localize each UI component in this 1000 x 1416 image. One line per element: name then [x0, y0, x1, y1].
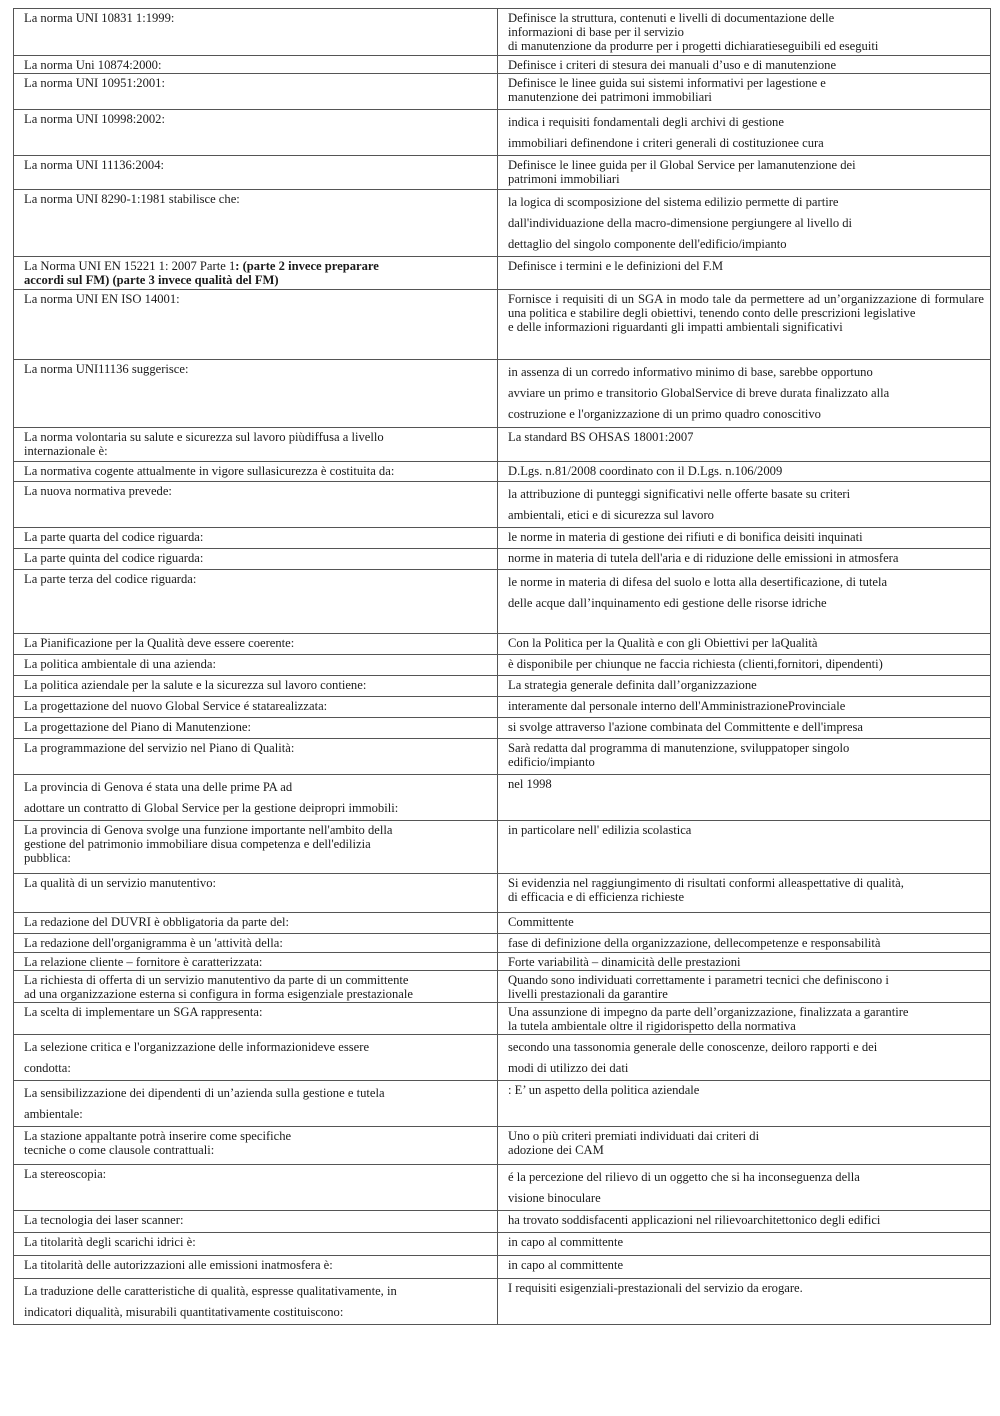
- table-row: [14, 462, 991, 482]
- question-cell: [14, 1003, 498, 1035]
- cell-text-line: secondo una tassonomia generale delle conoscenze, deiloro rapporti e dei: [508, 1040, 878, 1054]
- table-row: [14, 9, 991, 56]
- question-cell: [14, 874, 498, 913]
- cell-text-line: condotta:: [24, 1061, 71, 1075]
- cell-text-line: é la percezione del rilievo di un oggetto che si ha inconseguenza della: [508, 1170, 860, 1184]
- cell-text-line: I requisiti esigenziali-prestazionali del servizio da erogare.: [508, 1281, 803, 1295]
- answer-cell: [498, 290, 991, 360]
- cell-text-line: La norma UNI 11136:2004:: [24, 158, 165, 172]
- answer-cell: [498, 156, 991, 190]
- answer-cell: [498, 462, 991, 482]
- cell-text-line: La provincia di Genova é stata una delle prime PA ad: [24, 780, 293, 794]
- cell-text-line: La strategia generale definita dall’organizzazione: [508, 678, 757, 692]
- question-cell: [14, 934, 498, 953]
- cell-text-line: La provincia di Genova svolge una funzione importante nell'ambito della: [24, 823, 393, 837]
- answer-cell: [498, 739, 991, 775]
- answer-cell: [498, 1165, 991, 1211]
- table-row: [14, 110, 991, 156]
- cell-text-line: ambientale:: [24, 1107, 83, 1121]
- table-row: [14, 1081, 991, 1127]
- cell-text-line: interamente dal personale interno dell'AmministrazioneProvinciale: [508, 699, 846, 713]
- table-row: [14, 874, 991, 913]
- cell-text-line: Definisce la struttura, contenuti e livelli di documentazione delle: [508, 11, 835, 25]
- question-cell: [14, 1233, 498, 1256]
- cell-text-line: dettaglio del singolo componente dell'edificio/impianto: [508, 237, 787, 251]
- cell-text-line: delle acque dall’inquinamento edi gestione delle risorse idriche: [508, 596, 827, 610]
- cell-text-line: gestione del patrimonio immobiliare disua competenza e dell'edilizia: [24, 837, 371, 851]
- cell-text-line: La programmazione del servizio nel Piano di Qualità:: [24, 741, 295, 755]
- question-cell: [14, 56, 498, 74]
- cell-text-line: La progettazione del nuovo Global Service é statarealizzata:: [24, 699, 328, 713]
- cell-text-line: indicatori diqualità, misurabili quantitativamente costituiscono:: [24, 1305, 344, 1319]
- table-row: [14, 1035, 991, 1081]
- cell-text-line: in particolare nell' edilizia scolastica: [508, 823, 692, 837]
- cell-text-line: La titolarità delle autorizzazioni alle emissioni inatmosfera è:: [24, 1258, 333, 1272]
- cell-text-line: la tutela ambientale oltre il rigidorispetto della normativa: [508, 1019, 796, 1033]
- question-cell: [14, 528, 498, 549]
- cell-text-line: e delle informazioni riguardanti gli impatti ambientali significativi: [508, 320, 843, 334]
- cell-text-line: ambientali, etici e di sicurezza sul lavoro: [508, 508, 714, 522]
- question-cell: [14, 549, 498, 570]
- table-row: [14, 428, 991, 462]
- cell-text-line: La qualità di un servizio manutentivo:: [24, 876, 217, 890]
- cell-text-line: la attribuzione di punteggi significativi nelle offerte basate su criteri: [508, 487, 851, 501]
- table-row: [14, 1256, 991, 1279]
- cell-text-line: Definisce i termini e le definizioni del F.M: [508, 259, 724, 273]
- table-row: [14, 482, 991, 528]
- cell-text-line: Sarà redatta dal programma di manutenzione, sviluppatoper singolo: [508, 741, 850, 755]
- table-row: [14, 56, 991, 74]
- cell-text-line: Definisce i criteri di stesura dei manuali d’uso e di manutenzione: [508, 58, 837, 72]
- cell-text-line: La sensibilizzazione dei dipendenti di un’azienda sulla gestione e tutela: [24, 1086, 385, 1100]
- question-cell: [14, 634, 498, 655]
- norm-note-bold: : (parte 2 invece preparare: [235, 259, 379, 273]
- answer-cell: [498, 360, 991, 428]
- question-cell: [14, 1081, 498, 1127]
- table-row: [14, 821, 991, 874]
- question-cell: [14, 290, 498, 360]
- cell-text-line: informazioni di base per il servizio: [508, 25, 684, 39]
- table-row: [14, 971, 991, 1003]
- definitions-table-body: [14, 9, 991, 1325]
- answer-cell: [498, 1256, 991, 1279]
- question-cell: [14, 913, 498, 934]
- answer-cell: [498, 74, 991, 110]
- cell-text-line: tecniche o come clausole contrattuali:: [24, 1143, 215, 1157]
- question-cell: [14, 428, 498, 462]
- cell-text-line: Quando sono individuati correttamente i parametri tecnici che definiscono i: [508, 973, 889, 987]
- question-cell: [14, 9, 498, 56]
- table-row: [14, 697, 991, 718]
- question-cell: [14, 655, 498, 676]
- cell-text-line: di efficacia e di efficienza richieste: [508, 890, 685, 904]
- question-cell: [14, 156, 498, 190]
- question-cell: [14, 110, 498, 156]
- table-row: [14, 257, 991, 290]
- cell-text-line: edificio/impianto: [508, 755, 595, 769]
- cell-text-line: dall'individuazione della macro-dimensione pergiungere al livello di: [508, 216, 853, 230]
- answer-cell: [498, 1035, 991, 1081]
- cell-text-line: La standard BS OHSAS 18001:2007: [508, 430, 694, 444]
- cell-text-line: [24, 273, 491, 287]
- question-cell: [14, 570, 498, 634]
- cell-text-line: in capo al committente: [508, 1258, 624, 1272]
- cell-text-line: La progettazione del Piano di Manutenzione:: [24, 720, 251, 734]
- cell-text-line: La nuova normativa prevede:: [24, 484, 172, 498]
- cell-text-line: ha trovato soddisfacenti applicazioni nel rilievoarchitettonico degli edifici: [508, 1213, 881, 1227]
- cell-text-line: La relazione cliente – fornitore è caratterizzata:: [24, 955, 263, 969]
- cell-text-line: modi di utilizzo dei dati: [508, 1061, 629, 1075]
- answer-cell: [498, 56, 991, 74]
- cell-text-line: La richiesta di offerta di un servizio manutentivo da parte di un committente: [24, 973, 409, 987]
- table-row: [14, 360, 991, 428]
- cell-text-line: La politica aziendale per la salute e la sicurezza sul lavoro contiene:: [24, 678, 367, 692]
- question-cell: [14, 257, 498, 290]
- table-row: [14, 190, 991, 257]
- question-cell: [14, 1165, 498, 1211]
- cell-text-line: La parte terza del codice riguarda:: [24, 572, 197, 586]
- cell-text-line: La norma Uni 10874:2000:: [24, 58, 162, 72]
- answer-cell: [498, 913, 991, 934]
- table-row: [14, 934, 991, 953]
- cell-text-line: Definisce le linee guida sui sistemi informativi per lagestione e: [508, 76, 826, 90]
- cell-text-line: le norme in materia di gestione dei rifiuti e di bonifica deisiti inquinati: [508, 530, 863, 544]
- cell-text-line: Con la Politica per la Qualità e con gli Obiettivi per laQualità: [508, 636, 818, 650]
- answer-cell: [498, 821, 991, 874]
- question-cell: [14, 462, 498, 482]
- answer-cell: [498, 874, 991, 913]
- cell-text-line: Committente: [508, 915, 574, 929]
- cell-text-line: adozione dei CAM: [508, 1143, 604, 1157]
- cell-text-line: D.Lgs. n.81/2008 coordinato con il D.Lgs. n.106/2009: [508, 464, 783, 478]
- question-cell: [14, 1127, 498, 1165]
- cell-text-line: La normativa cogente attualmente in vigore sullasicurezza è costituita da:: [24, 464, 395, 478]
- table-row: [14, 775, 991, 821]
- cell-text-line: fase di definizione della organizzazione, dellecompetenze e responsabilità: [508, 936, 881, 950]
- answer-cell: [498, 971, 991, 1003]
- answer-cell: [498, 482, 991, 528]
- cell-text-line: Fornisce i requisiti di un SGA in modo tale da permettere ad un’organizzazione di formulare una politica e stabilire degli obiettivi, tenendo conto delle prescrizioni legislative: [508, 292, 984, 320]
- answer-cell: [498, 570, 991, 634]
- answer-cell: [498, 1279, 991, 1325]
- question-cell: [14, 1256, 498, 1279]
- cell-text-line: manutenzione dei patrimoni immobiliari: [508, 90, 712, 104]
- answer-cell: [498, 110, 991, 156]
- cell-text-line: in capo al committente: [508, 1235, 624, 1249]
- question-cell: [14, 1211, 498, 1233]
- cell-text-line: avviare un primo e transitorio GlobalService di breve durata finalizzato alla: [508, 386, 890, 400]
- cell-text-line: Forte variabilità – dinamicità delle prestazioni: [508, 955, 741, 969]
- question-cell: [14, 482, 498, 528]
- cell-text-line: costruzione e l'organizzazione di un primo quadro conoscitivo: [508, 407, 821, 421]
- answer-cell: [498, 697, 991, 718]
- cell-text-line: La parte quinta del codice riguarda:: [24, 551, 204, 565]
- cell-text-line: livelli prestazionali da garantire: [508, 987, 668, 1001]
- table-row: [14, 655, 991, 676]
- table-row: [14, 1279, 991, 1325]
- cell-text-line: La tecnologia dei laser scanner:: [24, 1213, 184, 1227]
- cell-text-line: adottare un contratto di Global Service per la gestione deipropri immobili:: [24, 801, 399, 815]
- norm-title: La Norma UNI EN 15221 1: 2007 Parte 1: [24, 259, 236, 273]
- cell-text-line: Si evidenzia nel raggiungimento di risultati conformi alleaspettative di qualità,: [508, 876, 904, 890]
- cell-text-line: norme in materia di tutela dell'aria e di riduzione delle emissioni in atmosfera: [508, 551, 899, 565]
- answer-cell: [498, 718, 991, 739]
- cell-text-line: di manutenzione da produrre per i progetti dichiaratieseguibili ed eseguiti: [508, 39, 879, 53]
- answer-cell: [498, 655, 991, 676]
- cell-text-line: La norma UNI 10831 1:1999:: [24, 11, 175, 25]
- question-cell: [14, 1035, 498, 1081]
- cell-text-line: La norma UNI 8290-1:1981 stabilisce che:: [24, 192, 240, 206]
- answer-cell: [498, 428, 991, 462]
- cell-text-line: La titolarità degli scarichi idrici è:: [24, 1235, 196, 1249]
- table-row: [14, 1211, 991, 1233]
- cell-text-line: La stazione appaltante potrà inserire come specifiche: [24, 1129, 292, 1143]
- question-cell: [14, 74, 498, 110]
- table-row: [14, 718, 991, 739]
- table-row: [14, 528, 991, 549]
- table-row: [14, 74, 991, 110]
- norm-note-bold: accordi sul FM) (parte 3 invece qualità del FM): [24, 273, 279, 287]
- cell-text-line: Definisce le linee guida per il Global Service per lamanutenzione dei: [508, 158, 856, 172]
- table-row: [14, 676, 991, 697]
- cell-text-line: pubblica:: [24, 851, 71, 865]
- table-row: [14, 549, 991, 570]
- cell-text-line: si svolge attraverso l'azione combinata del Committente e dell'impresa: [508, 720, 863, 734]
- answer-cell: [498, 1211, 991, 1233]
- table-row: [14, 1233, 991, 1256]
- question-cell: [14, 953, 498, 971]
- cell-text-line: La redazione dell'organigramma è un 'attività della:: [24, 936, 283, 950]
- cell-text-line: La scelta di implementare un SGA rappresenta:: [24, 1005, 263, 1019]
- question-cell: [14, 190, 498, 257]
- answer-cell: [498, 1127, 991, 1165]
- cell-text-line: La traduzione delle caratteristiche di qualità, espresse qualitativamente, in: [24, 1284, 397, 1298]
- cell-text-line: La stereoscopia:: [24, 1167, 107, 1181]
- cell-text-line: [24, 259, 491, 273]
- table-row: [14, 156, 991, 190]
- answer-cell: [498, 1233, 991, 1256]
- cell-text-line: internazionale è:: [24, 444, 108, 458]
- table-row: [14, 739, 991, 775]
- answer-cell: [498, 190, 991, 257]
- cell-text-line: La norma UNI11136 suggerisce:: [24, 362, 189, 376]
- table-row: [14, 913, 991, 934]
- document-page: [13, 8, 990, 1325]
- answer-cell: [498, 257, 991, 290]
- question-cell: [14, 1279, 498, 1325]
- table-row: [14, 290, 991, 360]
- question-cell: [14, 739, 498, 775]
- cell-text-line: è disponibile per chiunque ne faccia richiesta (clienti,fornitori, dipendenti): [508, 657, 883, 671]
- cell-text-line: in assenza di un corredo informativo minimo di base, sarebbe opportuno: [508, 365, 873, 379]
- answer-cell: [498, 953, 991, 971]
- answer-cell: [498, 528, 991, 549]
- cell-text-line: : E’ un aspetto della politica aziendale: [508, 1083, 700, 1097]
- cell-text-line: La parte quarta del codice riguarda:: [24, 530, 204, 544]
- question-cell: [14, 971, 498, 1003]
- cell-text-line: la logica di scomposizione del sistema edilizio permette di partire: [508, 195, 839, 209]
- cell-text-line: La norma volontaria su salute e sicurezza sul lavoro piùdiffusa a livello: [24, 430, 384, 444]
- cell-text-line: le norme in materia di difesa del suolo e lotta alla desertificazione, di tutela: [508, 575, 888, 589]
- cell-text-line: Una assunzione di impegno da parte dell’organizzazione, finalizzata a garantire: [508, 1005, 909, 1019]
- question-cell: [14, 697, 498, 718]
- answer-cell: [498, 934, 991, 953]
- question-cell: [14, 676, 498, 697]
- cell-text-line: immobiliari definendone i criteri generali di costituzionee cura: [508, 136, 824, 150]
- answer-cell: [498, 1081, 991, 1127]
- question-cell: [14, 775, 498, 821]
- cell-text-line: patrimoni immobiliari: [508, 172, 620, 186]
- cell-text-line: La selezione critica e l'organizzazione delle informazionideve essere: [24, 1040, 370, 1054]
- table-row: [14, 634, 991, 655]
- cell-text-line: La Pianificazione per la Qualità deve essere coerente:: [24, 636, 295, 650]
- table-row: [14, 1003, 991, 1035]
- question-cell: [14, 821, 498, 874]
- cell-text-line: La politica ambientale di una azienda:: [24, 657, 216, 671]
- table-row: [14, 1165, 991, 1211]
- cell-text-line: La norma UNI 10998:2002:: [24, 112, 165, 126]
- cell-text-line: La norma UNI EN ISO 14001:: [24, 292, 180, 306]
- answer-cell: [498, 549, 991, 570]
- cell-text-line: La redazione del DUVRI è obbligatoria da parte del:: [24, 915, 290, 929]
- answer-cell: [498, 634, 991, 655]
- cell-text-line: nel 1998: [508, 777, 552, 791]
- cell-text-line: La norma UNI 10951:2001:: [24, 76, 165, 90]
- answer-cell: [498, 676, 991, 697]
- answer-cell: [498, 1003, 991, 1035]
- definitions-table: [13, 8, 991, 1325]
- cell-text-line: Uno o più criteri premiati individuati dai criteri di: [508, 1129, 760, 1143]
- cell-text-line: ad una organizzazione esterna si configura in forma esigenziale prestazionale: [24, 987, 413, 1001]
- question-cell: [14, 360, 498, 428]
- answer-cell: [498, 775, 991, 821]
- table-row: [14, 570, 991, 634]
- question-cell: [14, 718, 498, 739]
- cell-text-line: visione binoculare: [508, 1191, 601, 1205]
- table-row: [14, 1127, 991, 1165]
- table-row: [14, 953, 991, 971]
- cell-text-line: indica i requisiti fondamentali degli archivi di gestione: [508, 115, 784, 129]
- answer-cell: [498, 9, 991, 56]
